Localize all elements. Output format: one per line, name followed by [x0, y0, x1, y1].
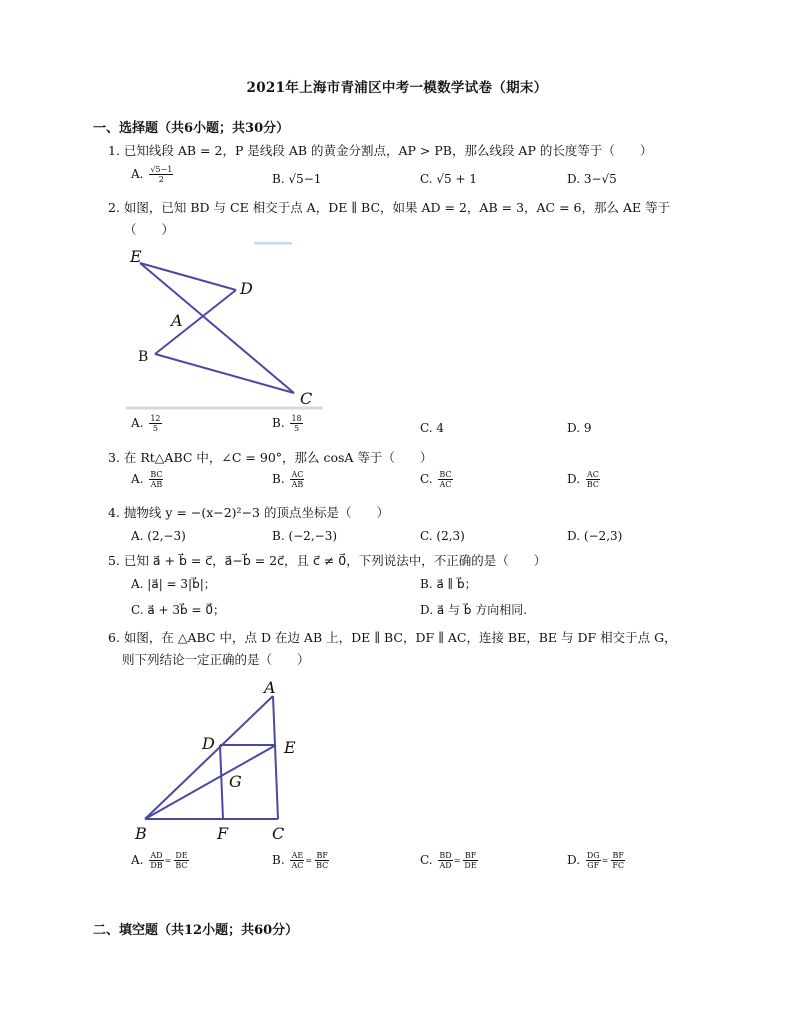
q6-option-d: D. $\frac{DG}{GF}$ = $\frac{BF}{FC}$	[567, 851, 625, 870]
fraction: $\frac{AE}{AC}$	[291, 851, 304, 870]
fraction: $\frac{BC}{AC}$	[439, 470, 452, 489]
fraction: $\frac{DG}{GF}$	[586, 851, 600, 870]
fraction: $\frac{BF}{DE}$	[464, 851, 477, 870]
fraction: $\frac{AC}{AB}$	[291, 470, 304, 489]
label-F: F	[217, 824, 229, 843]
fraction: $\frac{BF}{FC}$	[612, 851, 625, 870]
label-E: E	[284, 738, 296, 757]
fraction: $\frac{√5-1}{2}$	[150, 165, 173, 184]
page-title: 2021年上海市青浦区中考一模数学试卷（期末）	[246, 80, 548, 96]
fraction: $\frac{18}{5}$	[291, 414, 302, 433]
q2-option-b: B. $\frac{18}{5}$	[272, 414, 302, 433]
section-heading-choice: 一、选择题（共6小题；共30分）	[93, 121, 290, 136]
q5-option-d: D. a⃗ 与 b⃗ 方向相同.	[420, 603, 528, 617]
q4-option-c: C. (2,3)	[420, 529, 465, 543]
label-B: B	[135, 824, 147, 843]
label-A: A	[171, 311, 183, 330]
q2-option-c: C. 4	[420, 421, 445, 435]
label-E: E	[130, 247, 142, 266]
q1-option-b: B. √5−1	[272, 172, 322, 186]
q4-option-b: B. (−2,−3)	[272, 529, 338, 543]
fraction: $\frac{AD}{DB}$	[150, 851, 163, 870]
q2-option-a: A. $\frac{12}{5}$	[131, 414, 161, 433]
q3-option-a: A. $\frac{BC}{AB}$	[131, 470, 163, 489]
label-C: C	[272, 824, 285, 843]
section-heading-fill-in: 二、填空题（共12小题；共60分）	[93, 923, 299, 938]
label-G: G	[229, 772, 242, 791]
question-6: 6. 如图，在 △ABC 中，点 D 在边 AB 上，DE ∥ BC，DF ∥ AC，连接 BE，BE 与 DF 相交于点 G， 则下列结论一定正确的是（ ）	[108, 630, 677, 667]
label-D: D	[240, 279, 253, 298]
question-4: 4. 抛物线 y = −(x−2)²−3 的顶点坐标是（ ）	[108, 505, 389, 520]
fraction: $\frac{BD}{AD}$	[439, 851, 452, 870]
fraction: $\frac{DE}{BC}$	[175, 851, 188, 870]
label-B: B	[138, 349, 149, 365]
segment-AC	[273, 696, 278, 819]
label-C: C	[300, 389, 313, 408]
fraction: $\frac{12}{5}$	[150, 414, 161, 433]
segment-DF	[220, 745, 223, 819]
q1-option-a: A. $\frac{√5-1}{2}$	[131, 165, 173, 184]
q1-option-c: C. √5 + 1	[420, 172, 477, 186]
question-1: 1. 已知线段 AB = 2，P 是线段 AB 的黄金分割点，AP > PB，那么线段 AP 的长度等于（ ）	[108, 143, 653, 158]
q6-option-c: C. $\frac{BD}{AD}$ = $\frac{BF}{DE}$	[420, 851, 477, 870]
fraction: $\frac{BF}{BC}$	[316, 851, 329, 870]
question-3: 3. 在 Rt△ABC 中，∠C = 90°，那么 cosA 等于（ ）	[108, 450, 433, 465]
label-D: D	[202, 734, 215, 753]
fraction: $\frac{BC}{AB}$	[150, 470, 163, 489]
question-2: 2. 如图，已知 BD 与 CE 相交于点 A，DE ∥ BC，如果 AD = 2，AB = 3，AC = 6，那么 AE 等于 （ ）	[108, 200, 671, 237]
q2-figure	[118, 242, 328, 412]
q4-option-a: A. (2,−3)	[131, 529, 186, 543]
q5-option-b: B. a⃗ ∥ b⃗；	[420, 577, 477, 591]
q3-option-b: B. $\frac{AC}{AB}$	[272, 470, 304, 489]
q6-figure	[130, 674, 315, 846]
q4-option-d: D. (−2,3)	[567, 529, 623, 543]
question-5: 5. 已知 a⃗ + b⃗ = c⃗，a⃗−b⃗ = 2c⃗，且 c⃗ ≠ 0⃗，下列说法中，不正确的是（ ）	[108, 553, 547, 568]
q6-option-b: B. $\frac{AE}{AC}$ = $\frac{BF}{BC}$	[272, 851, 329, 870]
q1-option-d: D. 3−√5	[567, 172, 617, 186]
q5-option-a: A. |a⃗| = 3|b⃗|；	[131, 577, 216, 591]
fraction: $\frac{AC}{BC}$	[586, 470, 599, 489]
q3-option-c: C. $\frac{BC}{AC}$	[420, 470, 452, 489]
q5-option-c: C. a⃗ + 3b⃗ = 0⃗；	[131, 603, 225, 617]
q6-option-a: A. $\frac{AD}{DB}$ = $\frac{DE}{BC}$	[131, 851, 188, 870]
q2-option-d: D. 9	[567, 421, 592, 435]
label-A: A	[264, 678, 276, 697]
q3-option-d: D. $\frac{AC}{BC}$	[567, 470, 599, 489]
